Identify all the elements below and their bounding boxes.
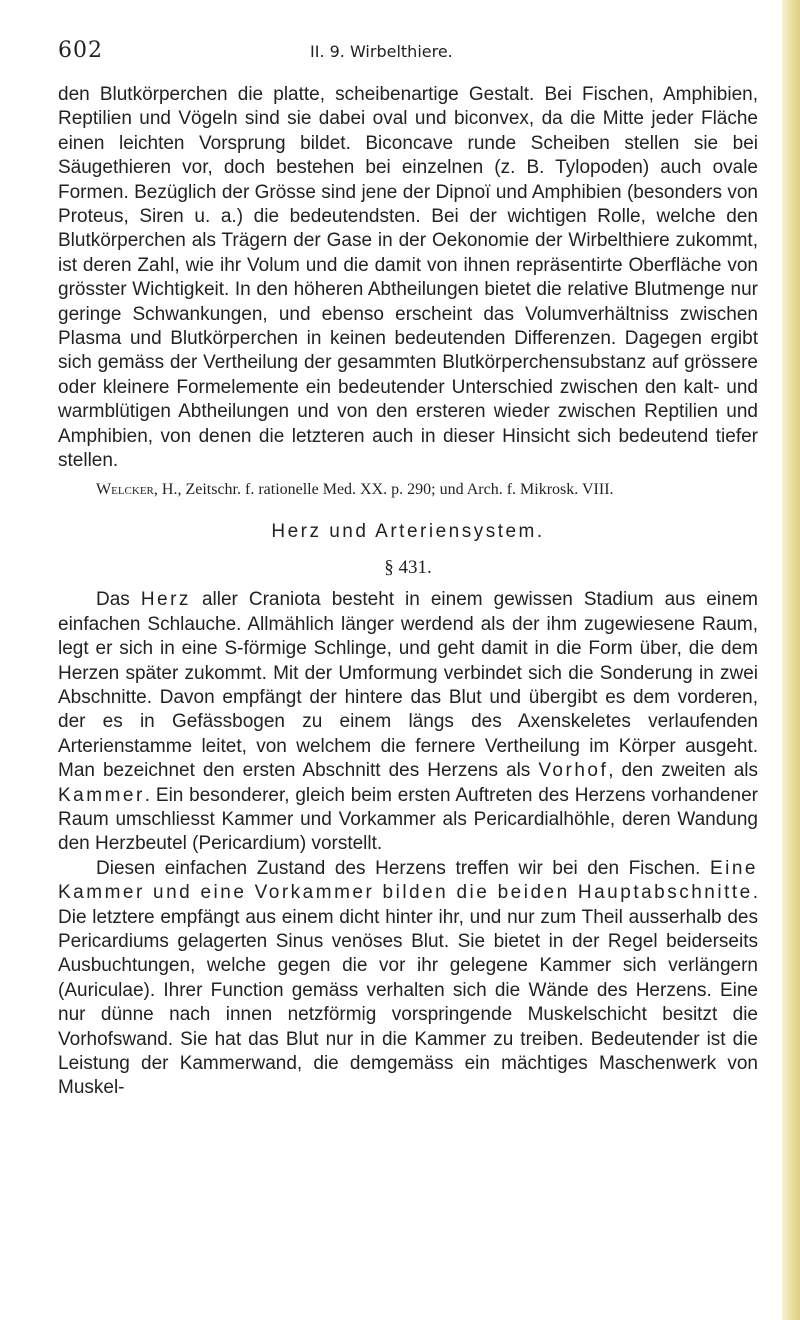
text-run: Diesen einfachen Zustand des Herzens treffen wir bei den Fischen. [96, 857, 710, 879]
section-number: § 431. [384, 556, 432, 578]
emphasis-kammer: Kammer [58, 784, 145, 806]
literature-reference [58, 480, 758, 500]
paragraph-heart [58, 588, 758, 856]
running-head: II. 9. Wirbelthiere. [310, 42, 453, 61]
page-header [58, 38, 740, 68]
text-run: . Ein besonderer, gleich beim ersten Auftreten des Herzens vorhandener Raum umschliesst Kammer und Vorkammer als Pericardialhöhle, deren Wandung den Herzbeutel (Pericardium) vorstellt. [58, 784, 758, 855]
emphasis-vorhof: Vorhof [538, 760, 609, 782]
reference-author: Welcker [96, 480, 154, 498]
reference-details: , H., Zeitschr. f. rationelle Med. XX. p. 290; und Arch. f. Mikrosk. VIII. [153, 480, 614, 498]
emphasis-hauptabschnitte: Eine Kammer und eine Vorkammer bilden die beiden Hauptabschnitte [58, 857, 758, 904]
emphasis-herz: Herz [140, 589, 191, 611]
paragraph-fish-heart [58, 857, 758, 1101]
page-edge [782, 0, 800, 1320]
text-run: aller Craniota besteht in einem gewissen Stadium aus einem einfachen Schlauche. Allmählich länger werdend als der ihm zugewiesene Raum, legt er sich in eine S-förmige Schlinge, und geht damit in die Form über, die dem Herzen später zukommt. Mit der Umformung verbindet sich die Sonderung in zwei Abschnitte. Davon empfängt der hintere das Blut und übergibt es dem vorderen, der es in Gefässbogen zu einem längs des Axenskeletes verlaufenden Arterienstamme leitet, von welchem die fernere Vertheilung im Körper ausgeht. Man bezeichnet den ersten Abschnitt des Herzens als [58, 589, 758, 782]
page-number: 602 [58, 38, 103, 63]
text-run: , den zweiten als [608, 760, 759, 782]
paragraph-blood-cells: den Blutkörperchen die platte, scheibenartige Gestalt. Bei Fischen, Amphibien, Reptilien und Vögeln sind sie dabei oval und biconvex, da die Mitte jeder Fläche einen leichten Vorsprung bildet. Biconcave runde Scheiben stellen sie bei Säugethieren vor, doch bestehen bei einzelnen (z. B. Tylopoden) auch ovale Formen. Bezüglich der Grösse sind jene der Dipnoï und Amphibien (besonders von Proteus, Siren u. a.) die bedeutendsten. Bei der wichtigen Rolle, welche den Blutkörperchen als Trägern der Gase in der Oekonomie der Wirbelthiere zukommt, ist deren Zahl, wie ihr Volum und die damit von ihnen repräsentirte Oberfläche von grösster Wichtigkeit. In den höheren Abtheilungen bietet die relative Blutmenge nur geringe Schwankungen, und ebenso erscheint das Volumverhältniss zwischen Plasma und Blutkörperchen in keinen bedeutenden Differenzen. Dagegen ergibt sich gemäss der Vertheilung der gesammten Blutkörperchensubstanz auf grössere oder kleinere Formelemente ein bedeutender Unterschied zwischen den kalt- und warmblütigen Abtheilungen und von den ersteren wieder zwischen Reptilien und Amphibien, von denen die letzteren auch in dieser Hinsicht sich bedeutend tiefer stellen. [58, 84, 758, 472]
text-run: Das [96, 589, 141, 611]
section-title: Herz und Arteriensystem. [271, 520, 545, 542]
page-body [58, 83, 758, 1101]
text-run: . Die letztere empfängt aus einem dicht hinter ihr, und nur zum Theil ausserhalb des Pericardiums gelagerten Sinus venöses Blut. Sie bietet in der Regel beiderseits Ausbuchtungen, welche gegen die vor ihr gelegene Kammer sich verlängern (Auriculae). Ihrer Function gemäss verhalten sich die Wände des Herzens. Eine nur dünne nach innen netzförmig vorspringende Muskelschicht besitzt die Vorhofswand. Sie hat das Blut nur in die Kammer zu treiben. Bedeutender ist die Leistung der Kammerwand, die demgemäss ein mächtiges Maschenwerk von Muskel- [58, 882, 758, 1099]
